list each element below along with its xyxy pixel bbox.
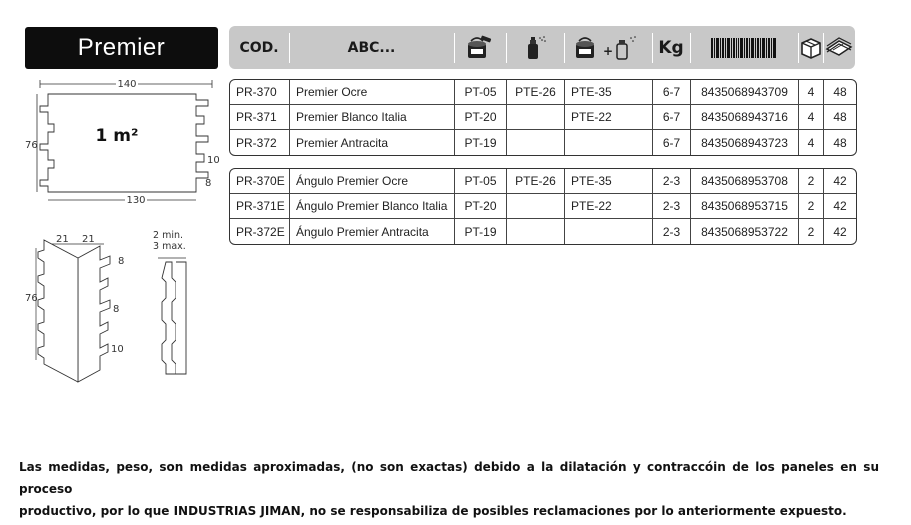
cell-pallet: 42 [824, 194, 856, 219]
cell-name: Premier Antracita [290, 130, 455, 155]
cell-pte1: PTE-26 [507, 80, 565, 105]
cell-pt: PT-05 [455, 80, 507, 105]
header-abc: ABC... [347, 39, 396, 56]
panel-width-top: 140 [117, 79, 137, 90]
cell-pallet: 48 [833, 135, 847, 150]
cell-kg: 6-7 [653, 105, 691, 130]
corner-tab: 10 [111, 344, 124, 355]
header-cod: COD. [239, 39, 279, 56]
cell-box: 4 [799, 105, 824, 130]
cell-pt: PT-20 [455, 194, 507, 219]
cell-pte1 [507, 130, 565, 155]
table-row [230, 219, 856, 244]
cell-cod: PR-370 [230, 80, 290, 105]
cell-name: Ángulo Premier Blanco Italia [290, 194, 455, 219]
cell-cod: PR-372 [230, 130, 290, 155]
cell-box: 4 [799, 130, 824, 155]
corner-arm-a: 21 [56, 234, 69, 245]
header-kg: Kg [658, 37, 684, 58]
cell-pte2 [565, 130, 653, 155]
cell-kg: 2-3 [653, 194, 691, 219]
table-row [230, 80, 856, 105]
cell-cod: PR-370E [230, 169, 290, 194]
panels-icon [823, 26, 855, 69]
corner-arm-b: 21 [82, 234, 95, 245]
cell-name: Ángulo Premier Antracita [290, 219, 455, 244]
cell-kg: 2-3 [653, 219, 691, 244]
cell-name: Ángulo Premier Ocre [290, 169, 455, 194]
cell-name: Premier Blanco Italia [290, 105, 455, 130]
cell-pte1 [507, 105, 565, 130]
cell-pte1 [507, 219, 565, 244]
svg-text:+: + [603, 43, 614, 58]
panel-tab: 10 [207, 155, 220, 166]
product-title: Premier [25, 27, 218, 69]
paint-can-spray-icon [564, 26, 652, 69]
cell-box: 2 [799, 169, 824, 194]
corner-gap: 8 [118, 256, 125, 267]
product-table-panels [229, 79, 857, 156]
cell-pte1: PTE-26 [507, 169, 565, 194]
panel-width-bottom: 130 [126, 195, 146, 206]
panel-height: 76 [25, 140, 38, 151]
cell-pt: PT-20 [455, 105, 507, 130]
paint-can-icon [454, 26, 506, 69]
cell-pte2: PTE-22 [565, 105, 653, 130]
cell-pt: PT-05 [455, 169, 507, 194]
cell-pallet: 42 [824, 169, 856, 194]
spray-can-icon [506, 26, 564, 69]
barcode-icon [690, 26, 798, 69]
corner-gap-2: 8 [113, 304, 120, 315]
cell-pt: PT-19 [455, 219, 507, 244]
table-header [229, 26, 855, 69]
panel-area: 1 m² [95, 126, 139, 146]
cell-ean: 8435068953715 [691, 194, 799, 219]
cell-pte1 [507, 194, 565, 219]
disclaimer-line-2: productivo, por lo que INDUSTRIAS JIMAN, no se responsabiliza de posibles reclamaciones por lo anteriormente expuesto. [19, 504, 847, 518]
cell-pt: PT-19 [455, 130, 507, 155]
cell-name: Premier Ocre [290, 80, 455, 105]
technical-diagram [0, 0, 230, 400]
cell-ean: 8435068943709 [691, 80, 799, 105]
cell-box: 2 [799, 219, 824, 244]
corner-height: 76 [25, 293, 38, 304]
cell-pallet: 42 [833, 224, 847, 239]
cell-cod: PR-371E [230, 194, 290, 219]
cell-ean: 8435068953708 [691, 169, 799, 194]
cell-cod: PR-372E [230, 219, 290, 244]
cell-ean: 8435068943716 [691, 105, 799, 130]
product-table-corners [229, 168, 857, 245]
cell-kg: 6-7 [653, 130, 691, 155]
cell-ean: 8435068943723 [691, 130, 799, 155]
table-row [230, 105, 856, 130]
cell-kg: 6-7 [653, 80, 691, 105]
cell-box: 2 [799, 194, 824, 219]
disclaimer-line-1: Las medidas, peso, son medidas aproximadas, (no son exactas) debido a la dilatación y contraccóin de los paneles en su proceso [19, 460, 879, 496]
cell-pte2: PTE-35 [565, 169, 653, 194]
disclaimer-note [19, 456, 879, 522]
table-row [230, 169, 856, 194]
cell-kg: 2-3 [653, 169, 691, 194]
joint-min: 2 min. [153, 230, 183, 241]
table-row [230, 194, 856, 219]
cell-box: 4 [799, 80, 824, 105]
panel-gap: 8 [205, 178, 212, 189]
cell-cod: PR-371 [230, 105, 290, 130]
cell-pallet: 48 [824, 105, 856, 130]
cell-pte2 [565, 219, 653, 244]
box-icon [798, 26, 823, 69]
table-row [230, 130, 856, 155]
cell-pte2: PTE-35 [565, 80, 653, 105]
cell-pallet: 48 [824, 80, 856, 105]
joint-max: 3 max. [153, 241, 186, 252]
cell-pte2: PTE-22 [565, 194, 653, 219]
cell-ean: 8435068953722 [691, 219, 799, 244]
